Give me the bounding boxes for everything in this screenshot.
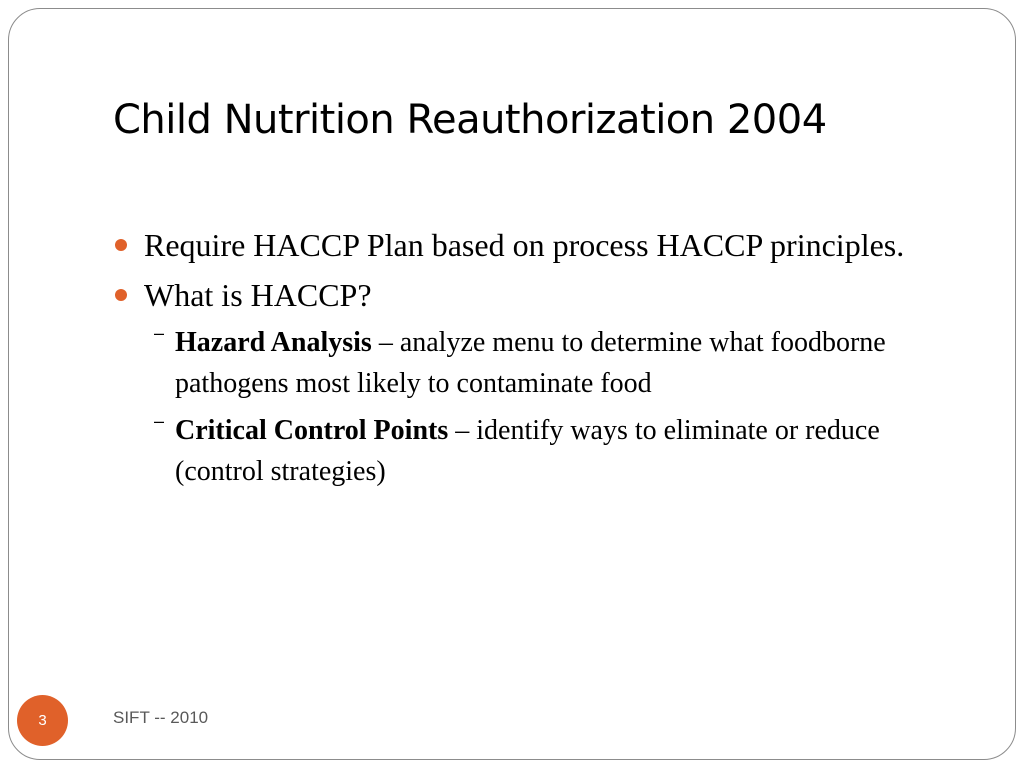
sub-bullet-list (110, 322, 940, 492)
footer-text: SIFT -- 2010 (113, 708, 209, 727)
sub-bullet-hazard-analysis (110, 322, 940, 404)
dash-marker-icon: – (154, 323, 165, 343)
slide-content (110, 222, 940, 498)
bullet-text: Require HACCP Plan based on process HACCP principles. (144, 227, 905, 263)
dash-marker-icon: – (154, 411, 165, 431)
bullet-text: What is HACCP? (144, 277, 372, 313)
sub-bullet-separator: – (371, 327, 400, 358)
page-number-badge: 3 (17, 695, 68, 746)
sub-bullet-text: identify ways to eliminate or reduce (control strategies) (175, 415, 880, 487)
bullet-haccp-plan (110, 222, 940, 268)
bullet-dot-icon (115, 239, 127, 251)
bullet-dot-icon (115, 289, 127, 301)
bullet-what-is-haccp (110, 272, 940, 318)
sub-bullet-critical-control-points (110, 410, 940, 492)
sub-bullet-text: analyze menu to determine what foodborne pathogens most likely to contaminate food (175, 327, 886, 399)
slide-title: Child Nutrition Reauthorization 2004 (113, 97, 827, 143)
sub-bullet-separator: – (448, 415, 477, 446)
sub-bullet-term: Critical Control Points (175, 415, 449, 446)
sub-bullet-term: Hazard Analysis (175, 327, 372, 358)
